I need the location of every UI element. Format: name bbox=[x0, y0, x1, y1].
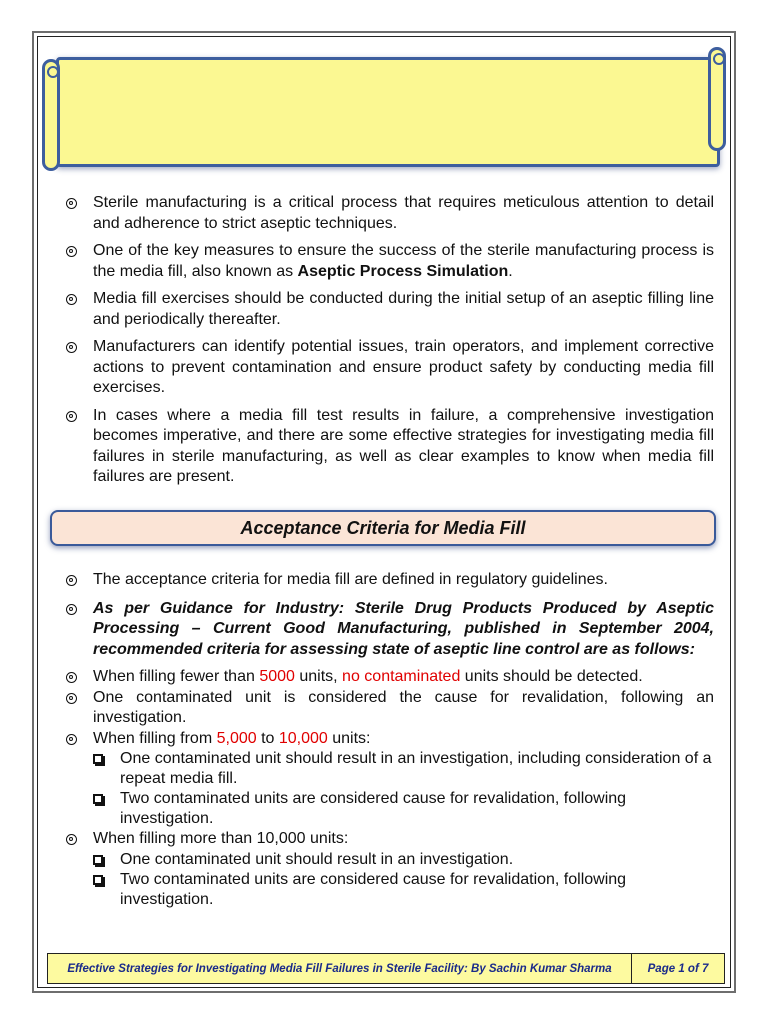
intro-bullet-3: Media fill exercises should be conducted during the initial setup of an aseptic filling line and periodically thereafter. bbox=[66, 289, 714, 330]
bullet-marker-icon bbox=[66, 294, 77, 305]
checkbox-bullet-icon bbox=[93, 794, 103, 804]
section-heading: Acceptance Criteria for Media Fill bbox=[50, 510, 716, 546]
intro-bullet-1: Sterile manufacturing is a critical process that requires meticulous attention to detail and adherence to strict aseptic techniques. bbox=[66, 193, 714, 234]
bullet-marker-icon bbox=[66, 198, 77, 209]
scroll-curl-right bbox=[708, 47, 726, 151]
checkbox-bullet-icon bbox=[93, 855, 103, 865]
sublist-5000-to-10000 bbox=[66, 749, 714, 829]
criteria-section bbox=[66, 570, 714, 910]
sub-item: Two contaminated units are considered cause for revalidation, following investigation. bbox=[93, 789, 714, 829]
footer-title: Effective Strategies for Investigating Media Fill Failures in Sterile Facility: By Sachin Kumar Sharma bbox=[48, 954, 632, 983]
bullet-marker-icon bbox=[66, 734, 77, 745]
bullet-marker-icon bbox=[66, 834, 77, 845]
scroll-body bbox=[56, 57, 720, 167]
criteria-bullet-1: The acceptance criteria for media fill are defined in regulatory guidelines. bbox=[66, 570, 714, 591]
bullet-marker-icon bbox=[66, 693, 77, 704]
sub-item: One contaminated unit should result in an investigation, including consideration of a repeat media fill. bbox=[93, 749, 714, 789]
page-number: Page 1 of 7 bbox=[647, 962, 709, 975]
criteria-bullet-guidance: As per Guidance for Industry: Sterile Drug Products Produced by Aseptic Processing – Current Good Manufacturing, published in September 2004, recommended criteria for assessing state of aseptic line control are as follows: bbox=[66, 599, 714, 661]
page-footer bbox=[47, 953, 725, 984]
sub-item: One contaminated unit should result in an investigation. bbox=[93, 850, 714, 870]
bullet-marker-icon bbox=[66, 411, 77, 422]
sub-item: Two contaminated units are considered cause for revalidation, following investigation. bbox=[93, 870, 714, 910]
scroll-curl-left bbox=[42, 59, 60, 171]
sublist-more-than-10000 bbox=[66, 850, 714, 910]
term-aseptic-process-simulation: Aseptic Process Simulation bbox=[297, 262, 509, 280]
criteria-bullet-fewer-than-5000: When filling fewer than 5000 units, no contaminated units should be detected. bbox=[66, 667, 714, 688]
bullet-marker-icon bbox=[66, 672, 77, 683]
criteria-bullet-one-contaminated: One contaminated unit is considered the cause for revalidation, following an investigation. bbox=[66, 688, 714, 729]
intro-bullet-5: In cases where a media fill test results in failure, a comprehensive investigation becomes imperative, and there are some effective strategies for investigating media fill failures in sterile manufacturing, as well as clear examples to know when media fill failures are present. bbox=[66, 406, 714, 488]
criteria-bullet-5000-to-10000: When filling from 5,000 to 10,000 units: bbox=[66, 729, 714, 750]
intro-bullet-2: One of the key measures to ensure the success of the sterile manufacturing process is the media fill, also known as Aseptic Process Simulation. bbox=[66, 241, 714, 282]
checkbox-bullet-icon bbox=[93, 875, 103, 885]
bullet-marker-icon bbox=[66, 246, 77, 257]
intro-bullet-4: Manufacturers can identify potential issues, train operators, and implement corrective actions to prevent contamination and ensure product safety by conducting media fill exercises. bbox=[66, 337, 714, 399]
bullet-marker-icon bbox=[66, 342, 77, 353]
intro-section bbox=[66, 193, 714, 495]
bullet-marker-icon bbox=[66, 575, 77, 586]
bullet-marker-icon bbox=[66, 604, 77, 615]
title-scroll-banner bbox=[42, 47, 726, 177]
criteria-bullet-more-than-10000: When filling more than 10,000 units: bbox=[66, 829, 714, 850]
checkbox-bullet-icon bbox=[93, 754, 103, 764]
